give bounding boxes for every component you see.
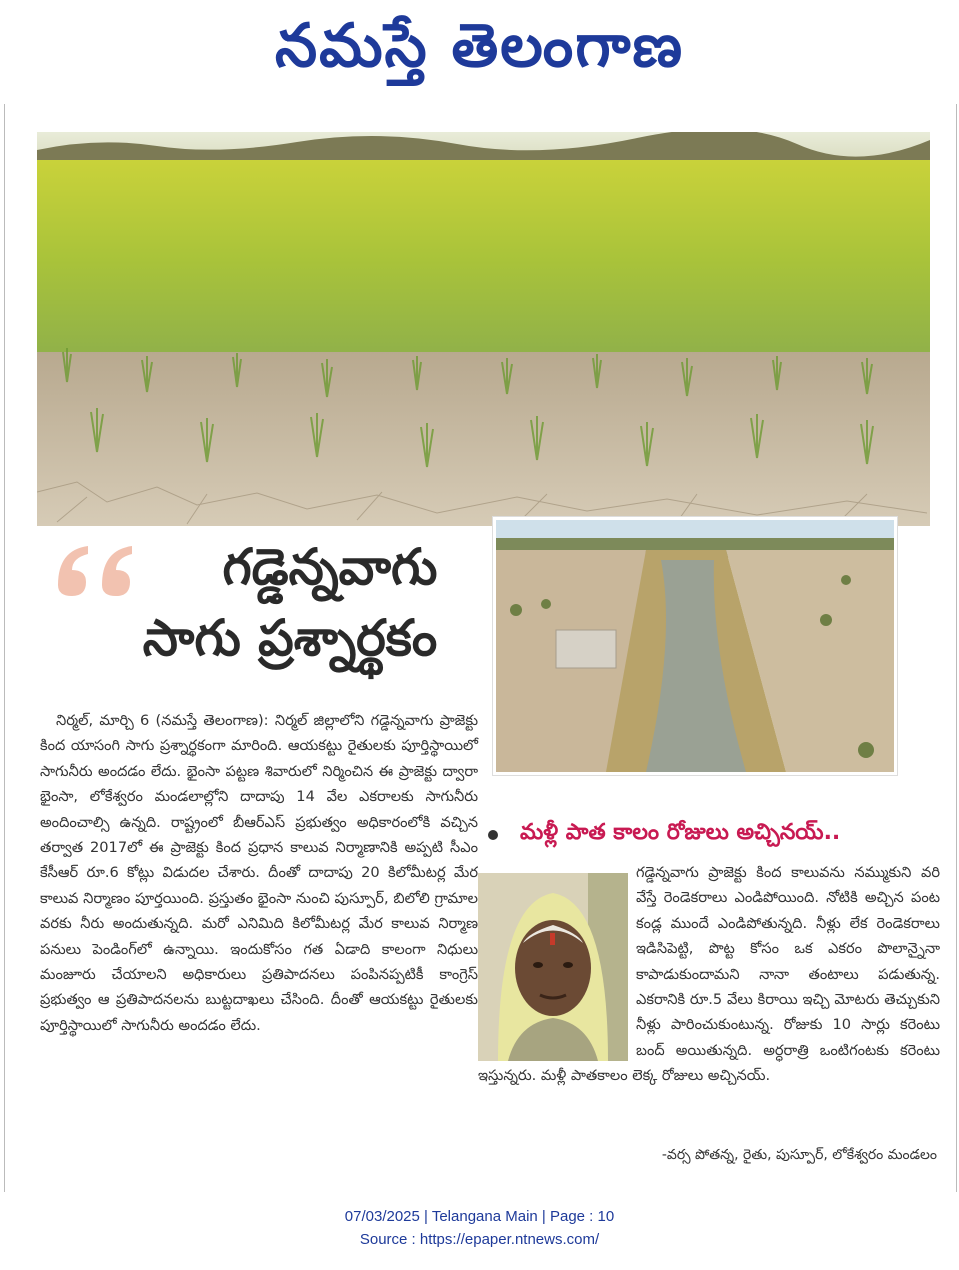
- quote-subhead: [478, 815, 938, 855]
- article-body: [40, 708, 478, 1038]
- bullet-icon: [488, 830, 498, 840]
- article-paragraph: నిర్మల్‌, మార్చి 6 (నమస్తే తెలంగాణ): నిర్మల్‌ జిల్లాలోని గడ్డెన్నవాగు ప్రాజెక్టు కింద యాసంగి సాగు ప్రశ్నార్థకంగా మారింది. ఆయకట్టు రైతులకు పూర్తిస్థాయిలో సాగునీరు అందడం లేదు. భైంసా పట్టణ శివారులో నిర్మించిన ఈ ప్రాజెక్టు ద్వారా భైంసా, లోకేశ్వరం మండలాల్లోని దాదాపు 14 వేల ఎకరాలకు సాగునీరు అందించాల్సి ఉన్నది. రాష్ట్రంలో బీఆర్‌ఎస్‌ ప్రభుత్వం అధికారంలోకి వచ్చిన తర్వాత 2017లో ఈ ప్రాజెక్టు కింద ప్రధాన కాలువ నిర్మాణానికి అప్పటి సీఎం కేసీఆర్‌ రూ.6 కోట్లు విడుదల చేశారు. దీంతో దాదాపు 20 కిలోమీటర్ల మేర కాలువ నిర్మాణం పూర్తయింది. ప్రస్తుతం భైంసా నుంచి పుస్పూర్‌, బిలోలి గ్రామాల వరకు నీరు అందుతున్నది. మరో ఎనిమిది కిలోమీటర్ల మేర కాలువ నిర్మాణ పనులు పెండింగ్‌లో ఉన్నాయి. ఇందుకోసం గత ఏడాది కాలంగా నిధులు మంజూరు చేయాలని అధికారులు ప్రతిపాదనలు పంపినప్పటికీ కాంగ్రెస్‌ ప్రభుత్వం ఆ ప్రతిపాదనలను బుట్టదాఖలు చేసింది. దీంతో ఆయకట్టు రైతులకు పూర్తిస్థాయిలో సాగునీరు అందడం లేదు.: [40, 712, 478, 1034]
- farmer-quote-text: గడ్డెన్నవాగు ప్రాజెక్టు కింద కాలువను నమ్ముకుని వరి వేస్తే రెండెకరాలు ఎండిపోయింది. నోటికి అచ్చిన పంట కండ్ల ముందే ఎండిపోతున్నది. నీళ్లు లేక రెండెకరాలు ఇడిసిపెట్టి, పొట్ట కోసం ఒక ఎకరం పొలాన్నైనా కాపాడుకుందామని నానా తంటాలు పడుతున్న. ఎకరానికి రూ.5 వేలు కిరాయి ఇచ్చి మోటరు తెచ్చుకుని నీళ్లు పారించుకుంటున్న. రోజుకు 10 సార్లు కరెంటు బంద్‌ అయితున్నది. అర్ధరాత్రి ఒంటిగంటకు కరెంటు ఇస్తున్నరు. మళ్లీ పాతకాలం లెక్క రోజులు అచ్చినయ్‌.: [478, 864, 940, 1085]
- footer-date-page: 07/03/2025 | Telangana Main | Page : 10: [344, 1208, 615, 1225]
- headline: [100, 535, 480, 677]
- quote-byline: -వర్స పోతన్న, రైతు, పుస్పూర్‌, లోకేశ్వరం మండలం: [661, 1147, 937, 1163]
- newspaper-logo: నమస్తే తెలంగాణ: [274, 11, 685, 81]
- farmer-photo: [478, 873, 628, 1061]
- quote-subhead-text: మళ్లీ పాత కాలం రోజులు అచ్చినయ్‌..: [520, 820, 841, 845]
- headline-line-1: గడ్డెన్నవాగు: [222, 538, 438, 596]
- page-footer: [0, 1205, 959, 1251]
- masthead: [0, 0, 959, 100]
- paddy-field-photo: [37, 132, 930, 526]
- headline-line-2: సాగు ప్రశ్నార్థకం: [142, 609, 438, 667]
- footer-source: Source : https://epaper.ntnews.com/: [359, 1231, 600, 1248]
- canal-photo: [493, 517, 897, 775]
